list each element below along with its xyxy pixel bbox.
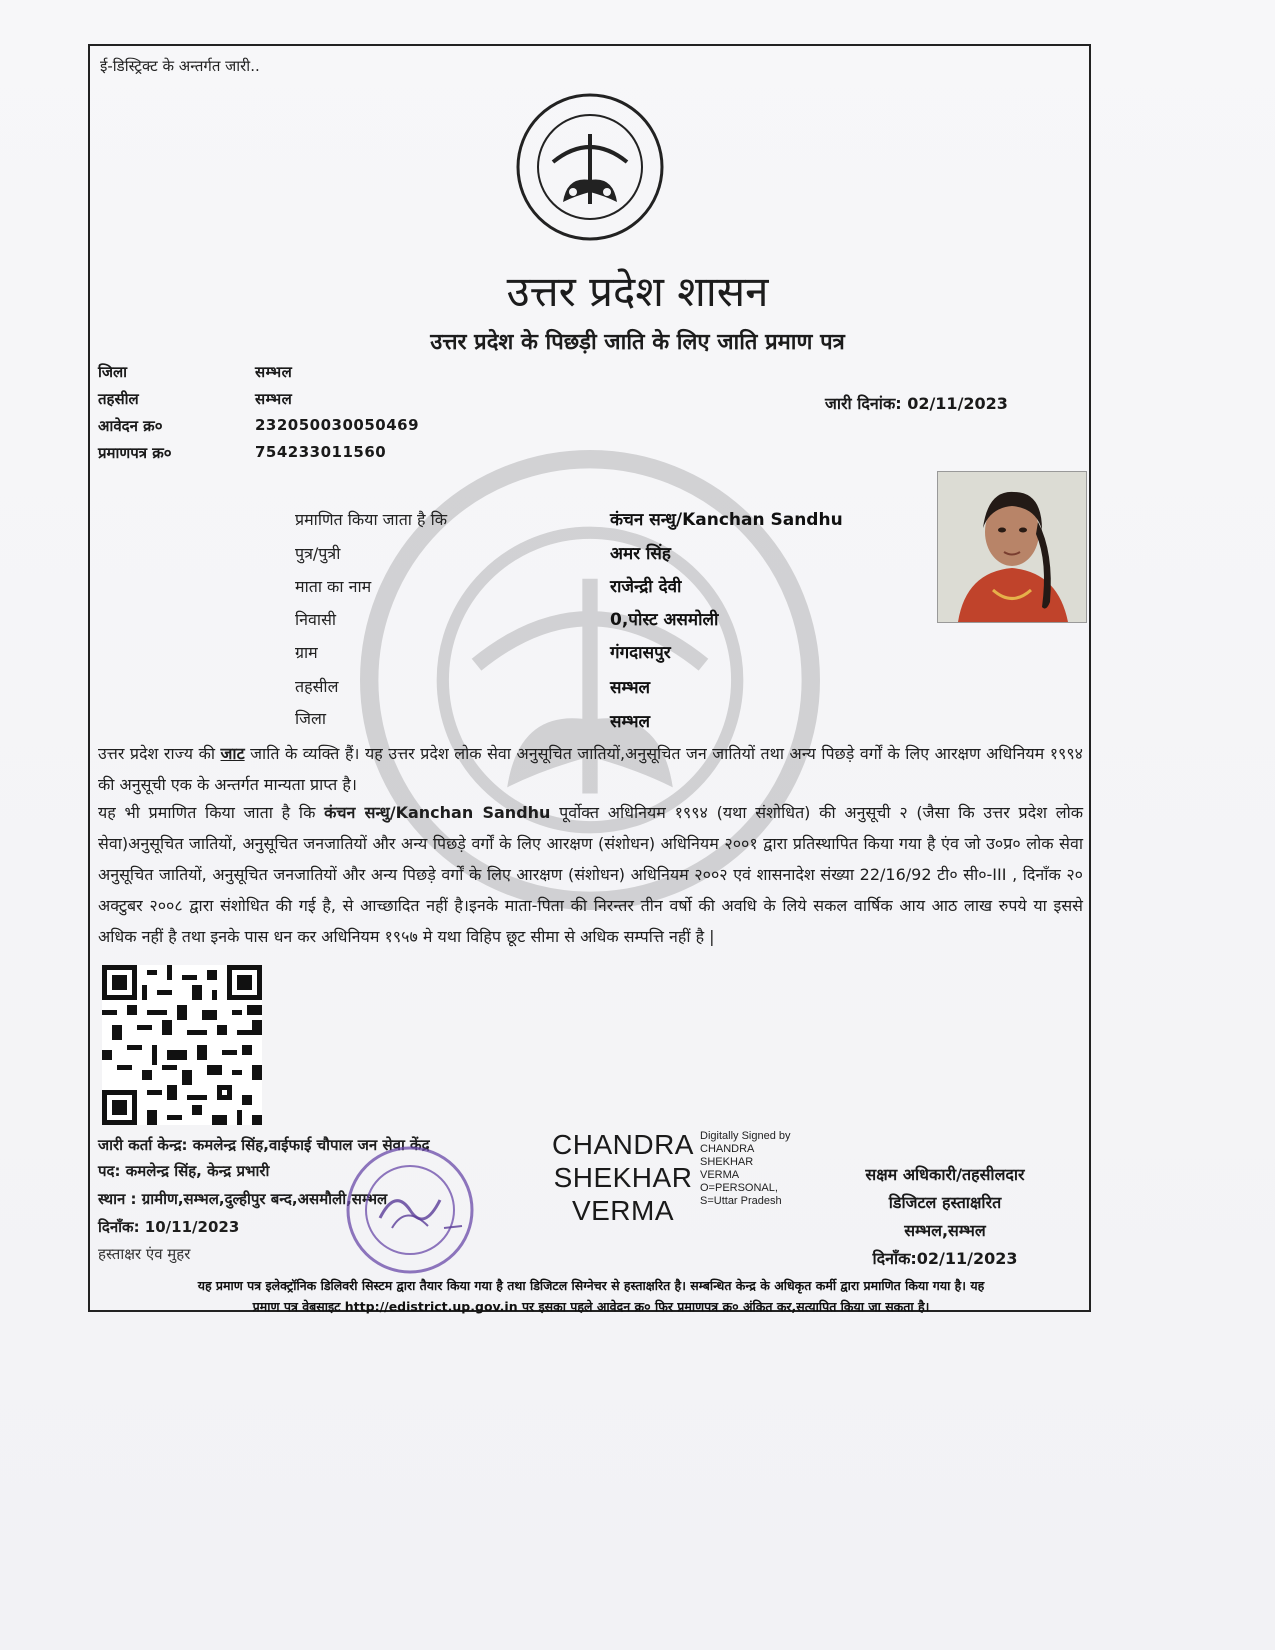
district-field-value: सम्भल	[610, 712, 651, 732]
government-title: उत्तर प्रदेश शासन	[506, 267, 769, 316]
digital-signature-details	[700, 1130, 810, 1208]
up-emblem-icon	[515, 92, 665, 242]
creamy-layer-applicant-name: कंचन सन्धु/Kanchan Sandhu	[324, 803, 551, 822]
certificate-number: 754233011560	[255, 443, 387, 461]
caste-paragraph-text-a: उत्तर प्रदेश राज्य की	[98, 744, 221, 763]
mother-name: राजेन्द्री देवी	[610, 577, 682, 597]
caste-paragraph-text-b: जाति के व्यक्ति हैं। यह उत्तर प्रदेश लोक सेवा अनुसूचित जातियों,अनुसूचित जन जातियों तथा अन्य पिछड़े वर्गों के लिए आरक्षण अधिनियम १९९४ की अनुसूची एक के अन्तर्गत मान्यता प्राप्त है।	[98, 744, 1084, 794]
ds-meta-line-2: CHANDRA	[700, 1143, 755, 1155]
village-value: गंगदासपुर	[610, 643, 671, 663]
tehsil-label: तहसील	[98, 390, 139, 408]
disclaimer-line-2: प्रमाण पत्र वेबसाइट http://edistrict.up.gov.in पर इसका पहले आवेदन क्र० फिर प्रमाणपत्र क्र० अंकित कर,सत्यापित किया जा सकता है।	[252, 1299, 930, 1314]
signer-name-line-1: CHANDRA	[552, 1129, 694, 1160]
digital-signer-name	[548, 1128, 698, 1227]
signer-name-line-2: SHEKHAR	[553, 1162, 693, 1193]
application-label: आवेदन क्र०	[98, 417, 163, 435]
issuer-place: स्थान : ग्रामीण,सम्भल,दुल्हीपुर बन्द,असमौली,सम्भल	[98, 1190, 388, 1208]
issue-date: जारी दिनांक: 02/11/2023	[825, 394, 1008, 413]
application-number: 232050030050469	[255, 416, 420, 434]
caste-paragraph	[98, 738, 1083, 800]
ds-meta-line-6: S=Uttar Pradesh	[700, 1195, 782, 1207]
issuer-date: दिनाँक: 10/11/2023	[98, 1218, 240, 1236]
officer-date: दिनाँक:02/11/2023	[872, 1249, 1018, 1268]
certificate-number-label: प्रमाणपत्र क्र०	[98, 444, 172, 462]
field-label-mother: माता का नाम	[295, 577, 372, 596]
resident-value: 0,पोस्ट असमोली	[610, 610, 719, 630]
tehsil-value: सम्भल	[255, 390, 293, 408]
ds-meta-line-5: O=PERSONAL,	[700, 1182, 778, 1194]
verification-disclaimer	[96, 1275, 1086, 1317]
district-value: सम्भल	[255, 363, 293, 381]
field-label-certified: प्रमाणित किया जाता है कि	[295, 510, 448, 529]
sign-and-seal-label: हस्ताक्षर एंव मुहर	[98, 1245, 191, 1263]
officer-place: सम्भल,सम्भल	[904, 1221, 986, 1240]
field-label-village: ग्राम	[295, 643, 318, 662]
creamy-layer-paragraph	[98, 797, 1083, 952]
officer-title: सक्षम अधिकारी/तहसीलदार	[865, 1165, 1025, 1184]
applicant-photo	[937, 471, 1087, 623]
disclaimer-line-1: यह प्रमाण पत्र इलेक्ट्रॉनिक डिलिवरी सिस्टम द्वारा तैयार किया गया है तथा डिजिटल सिग्नेचर से हस्ताक्षरित है। सम्बन्धित केन्द्र के अधिकृत कर्मी द्वारा प्रमाणित किया गया है। यह	[197, 1278, 985, 1293]
certificate-title: उत्तर प्रदेश के पिछड़ी जाति के लिए जाति प्रमाण पत्र	[430, 330, 845, 355]
ds-meta-line-3: SHEKHAR	[700, 1156, 754, 1168]
field-label-tehsil: तहसील	[295, 677, 339, 696]
issuing-centre: जारी कर्ता केन्द्र: कमलेन्द्र सिंह,वाईफाई चौपाल जन सेवा केंद्र	[98, 1136, 430, 1154]
issuer-post: पद: कमलेन्द्र सिंह, केन्द्र प्रभारी	[98, 1162, 270, 1180]
creamy-layer-text-a: यह भी प्रमाणित किया जाता है कि	[98, 803, 325, 822]
applicant-name: कंचन सन्धु/Kanchan Sandhu	[610, 510, 843, 530]
tehsil-field-value: सम्भल	[610, 678, 651, 698]
field-label-resident: निवासी	[295, 610, 337, 629]
officer-digitally-signed: डिजिटल हस्ताक्षरित	[888, 1193, 1002, 1212]
field-label-district: जिला	[295, 709, 327, 728]
ds-meta-line-1: Digitally Signed by	[700, 1130, 791, 1142]
qr-code-icon	[102, 965, 262, 1125]
caste-name: जाट	[220, 744, 245, 763]
official-seal-icon	[340, 1140, 480, 1280]
creamy-layer-text-b: पूर्वोक्त अधिनियम १९९४ (यथा संशोधित) की अनुसूची २ (जैसा कि उत्तर प्रदेश लोक सेवा)अनुसूचित जातियों, अनुसूचित जनजातियों और अन्य पिछड़े वर्गों के लिए आरक्षण (संशोधन) अधिनियम २००१ द्वारा प्रतिस्थापित किया गया है एंव जो उ०प्र० लोक सेवा अनुसूचित जातियों, अनुसूचित जनजातियों और अन्य पिछड़े वर्गों के लिए आरक्षण (संशोधन) अधिनियम २००२ एवं शासनादेश संख्या 22/16/92 टी० सी०-III , दिनाँक २० अक्टुबर २००८ द्वारा संशोधित की गई है, से आच्छादित नहीं है।इनके माता-पिता की निरन्तर तीन वर्षो की अवधि के लिये सकल वार्षिक आय आठ लाख रुपये या इससे अधिक नहीं है तथा इनके पास धन कर अधिनियम १९५७ मे यथा विहिप छूट सीमा से अधिक सम्पत्ति नहीं है |	[98, 803, 1084, 946]
field-label-child-of: पुत्र/पुत्री	[295, 544, 341, 563]
issued-under-text: ई-डिस्ट्रिक्ट के अन्तर्गत जारी..	[100, 57, 260, 75]
signer-name-line-3: VERMA	[571, 1195, 675, 1226]
district-label: जिला	[98, 363, 128, 381]
ds-meta-line-4: VERMA	[700, 1169, 740, 1181]
father-name: अमर सिंह	[610, 544, 671, 564]
